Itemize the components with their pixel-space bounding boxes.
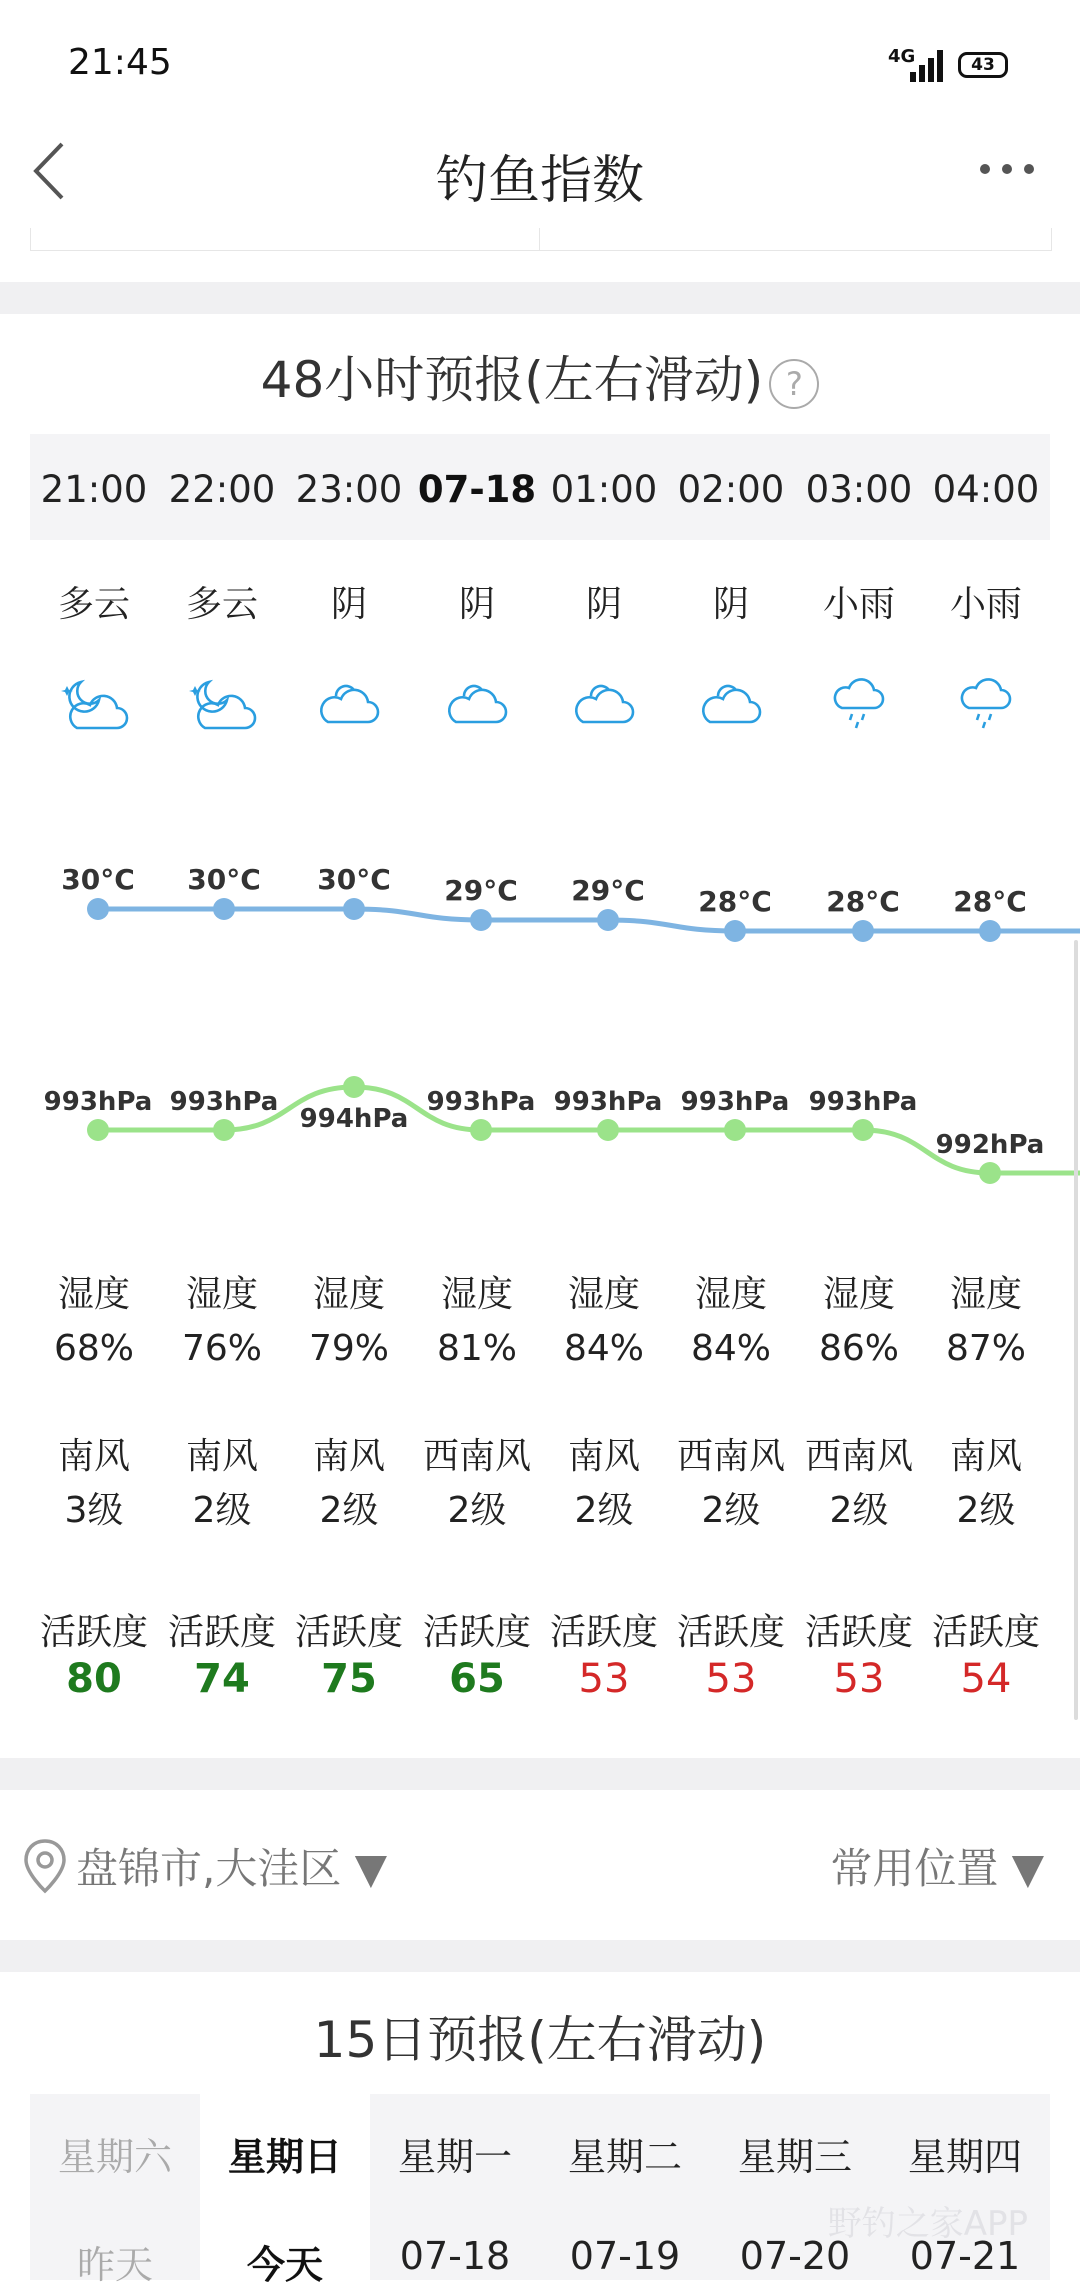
wind-direction: 南风 xyxy=(185,1436,258,1477)
hour-label[interactable]: 01:00 xyxy=(550,468,658,511)
pressure-point xyxy=(343,1076,365,1098)
activity-label: 活跃度 xyxy=(167,1612,276,1653)
humidity-value: 68% xyxy=(53,1328,134,1369)
wind-direction: 西南风 xyxy=(422,1436,531,1477)
wind-direction: 南风 xyxy=(567,1436,640,1477)
common-location-selector[interactable]: 常用位置 ▼ xyxy=(830,1844,1044,1893)
activity-label: 活跃度 xyxy=(931,1612,1040,1653)
date-label[interactable]: 今天 xyxy=(246,2243,323,2287)
humidity-label: 湿度 xyxy=(694,1274,767,1315)
pressure-point xyxy=(87,1119,109,1141)
humidity-label: 湿度 xyxy=(822,1274,895,1315)
forecast15-title: 15日预报(左右滑动) xyxy=(313,2011,767,2069)
humidity-label: 湿度 xyxy=(440,1274,513,1315)
light-rain-icon xyxy=(923,678,1050,758)
status-time: 21:45 xyxy=(68,42,172,83)
overcast-icon xyxy=(286,678,413,758)
humidity-label: 湿度 xyxy=(57,1274,130,1315)
temperature-label: 30°C xyxy=(187,863,261,896)
humidity-value: 79% xyxy=(308,1328,389,1369)
activity-value: 75 xyxy=(321,1656,377,1702)
wind-cell xyxy=(286,1430,413,1538)
nav-bar xyxy=(0,110,1080,230)
pressure-point xyxy=(852,1119,874,1141)
pressure-point xyxy=(213,1119,235,1141)
pressure-label: 993hPa xyxy=(808,1087,918,1117)
wind-direction: 西南风 xyxy=(804,1436,913,1477)
temperature-pressure-chart xyxy=(0,840,1080,1200)
weekday-label[interactable]: 星期三 xyxy=(737,2135,852,2179)
temperature-label: 29°C xyxy=(444,874,518,907)
activity-label: 活跃度 xyxy=(422,1612,531,1653)
section-divider xyxy=(0,1940,1080,1972)
wind-level: 2级 xyxy=(447,1490,507,1531)
wind-level: 2级 xyxy=(574,1490,634,1531)
condition-label: 小雨 xyxy=(949,584,1022,625)
wind-direction: 西南风 xyxy=(676,1436,785,1477)
temperature-line xyxy=(98,909,1080,931)
humidity-cell xyxy=(668,1268,795,1376)
humidity-value: 87% xyxy=(945,1328,1026,1369)
temperature-point xyxy=(343,898,365,920)
scrollbar[interactable] xyxy=(1074,940,1078,1720)
more-icon[interactable] xyxy=(978,160,1038,180)
humidity-label: 湿度 xyxy=(312,1274,385,1315)
date-label[interactable]: 07-18 xyxy=(399,2234,511,2278)
pressure-point xyxy=(979,1162,1001,1184)
temperature-point xyxy=(979,920,1001,942)
humidity-value: 84% xyxy=(690,1328,771,1369)
pressure-point xyxy=(597,1119,619,1141)
temperature-point xyxy=(724,920,746,942)
weekday-label[interactable]: 星期一 xyxy=(397,2135,512,2179)
wind-level: 3级 xyxy=(64,1490,124,1531)
humidity-cell xyxy=(286,1268,413,1376)
wind-level: 2级 xyxy=(701,1490,761,1531)
hour-label[interactable]: 23:00 xyxy=(295,468,403,511)
condition-label: 阴 xyxy=(458,584,495,625)
temperature-point xyxy=(597,909,619,931)
signal-icon xyxy=(910,50,944,82)
activity-value: 80 xyxy=(66,1656,122,1702)
activity-label: 活跃度 xyxy=(39,1612,148,1653)
activity-label: 活跃度 xyxy=(676,1612,785,1653)
humidity-value: 86% xyxy=(818,1328,899,1369)
weekday-label[interactable]: 星期日 xyxy=(227,2135,342,2179)
date-label[interactable]: 07-21 xyxy=(909,2234,1021,2278)
location-row xyxy=(0,1790,1080,1940)
date-label[interactable]: 昨天 xyxy=(76,2243,153,2287)
wind-level: 2级 xyxy=(319,1490,379,1531)
activity-value: 53 xyxy=(705,1656,757,1702)
weekday-label[interactable]: 星期二 xyxy=(567,2135,682,2179)
watermark: 野钓之家APP xyxy=(827,2204,1028,2244)
pressure-label: 994hPa xyxy=(299,1104,409,1134)
wind-direction: 南风 xyxy=(949,1436,1022,1477)
hour-label[interactable]: 21:00 xyxy=(40,468,148,511)
forecast48-title: 48小时预报(左右滑动) xyxy=(260,351,764,409)
humidity-value: 76% xyxy=(181,1328,262,1369)
forecast48-header xyxy=(0,340,1080,412)
weekday-label[interactable]: 星期四 xyxy=(907,2135,1022,2179)
humidity-cell xyxy=(159,1268,286,1376)
wind-level: 2级 xyxy=(829,1490,889,1531)
previous-card-edge xyxy=(30,228,1052,251)
hour-label[interactable]: 04:00 xyxy=(932,468,1040,511)
help-icon[interactable]: ? xyxy=(769,359,819,409)
overcast-icon xyxy=(541,678,668,758)
pressure-point xyxy=(724,1119,746,1141)
activity-value: 53 xyxy=(833,1656,885,1702)
wind-cell xyxy=(668,1430,795,1538)
temperature-point xyxy=(852,920,874,942)
hour-label[interactable]: 07-18 xyxy=(417,468,537,511)
activity-value: 74 xyxy=(194,1656,250,1702)
humidity-cell xyxy=(31,1268,158,1376)
wind-level: 2级 xyxy=(192,1490,252,1531)
weekday-label[interactable]: 星期六 xyxy=(57,2135,172,2179)
activity-label: 活跃度 xyxy=(294,1612,403,1653)
wind-cell xyxy=(796,1430,923,1538)
humidity-label: 湿度 xyxy=(567,1274,640,1315)
condition-label: 小雨 xyxy=(822,584,895,625)
temperature-label: 28°C xyxy=(826,885,900,918)
condition-label: 阴 xyxy=(330,584,367,625)
hour-label[interactable]: 22:00 xyxy=(168,468,276,511)
wind-cell xyxy=(159,1430,286,1538)
pressure-point xyxy=(470,1119,492,1141)
location-selector[interactable]: 盘锦市,大洼区 ▼ xyxy=(76,1844,388,1893)
wind-cell xyxy=(923,1430,1050,1538)
temperature-label: 30°C xyxy=(317,863,391,896)
pressure-label: 993hPa xyxy=(43,1087,153,1117)
temperature-label: 30°C xyxy=(61,863,135,896)
date-label[interactable]: 07-20 xyxy=(739,2234,851,2278)
activity-value: 54 xyxy=(960,1656,1012,1702)
page-title: 钓鱼指数 xyxy=(435,151,644,211)
section-divider xyxy=(0,282,1080,314)
overcast-icon xyxy=(414,678,541,758)
wind-cell xyxy=(31,1430,158,1538)
activity-value: 53 xyxy=(578,1656,630,1702)
condition-label: 阴 xyxy=(712,584,749,625)
pressure-label: 993hPa xyxy=(553,1087,663,1117)
humidity-cell xyxy=(923,1268,1050,1376)
temperature-label: 29°C xyxy=(571,874,645,907)
temperature-point xyxy=(470,909,492,931)
network-type: 4G xyxy=(888,46,916,67)
wind-level: 2级 xyxy=(956,1490,1016,1531)
location-pin-icon xyxy=(22,1838,68,1894)
humidity-value: 84% xyxy=(563,1328,644,1369)
pressure-label: 993hPa xyxy=(169,1087,279,1117)
wind-cell xyxy=(541,1430,668,1538)
temperature-point xyxy=(213,898,235,920)
hour-label[interactable]: 03:00 xyxy=(805,468,913,511)
temperature-label: 28°C xyxy=(698,885,772,918)
humidity-label: 湿度 xyxy=(185,1274,258,1315)
humidity-value: 81% xyxy=(436,1328,517,1369)
wind-direction: 南风 xyxy=(312,1436,385,1477)
pressure-label: 992hPa xyxy=(935,1130,1045,1160)
humidity-label: 湿度 xyxy=(949,1274,1022,1315)
humidity-cell xyxy=(796,1268,923,1376)
humidity-cell xyxy=(541,1268,668,1376)
overcast-icon xyxy=(668,678,795,758)
pressure-label: 993hPa xyxy=(680,1087,790,1117)
humidity-cell xyxy=(414,1268,541,1376)
cloudy-night-icon xyxy=(159,678,286,758)
date-label[interactable]: 07-19 xyxy=(569,2234,681,2278)
light-rain-icon xyxy=(796,678,923,758)
wind-direction: 南风 xyxy=(57,1436,130,1477)
temperature-point xyxy=(87,898,109,920)
activity-label: 活跃度 xyxy=(804,1612,913,1653)
pressure-label: 993hPa xyxy=(426,1087,536,1117)
wind-cell xyxy=(414,1430,541,1538)
condition-label: 多云 xyxy=(57,584,130,625)
activity-value: 65 xyxy=(449,1656,505,1702)
section-divider xyxy=(0,1758,1080,1790)
condition-label: 多云 xyxy=(185,584,258,625)
activity-label: 活跃度 xyxy=(549,1612,658,1653)
temperature-label: 28°C xyxy=(953,885,1027,918)
battery-icon: 43 xyxy=(958,52,1008,78)
condition-label: 阴 xyxy=(585,584,622,625)
hour-label[interactable]: 02:00 xyxy=(677,468,785,511)
cloudy-night-icon xyxy=(31,678,158,758)
